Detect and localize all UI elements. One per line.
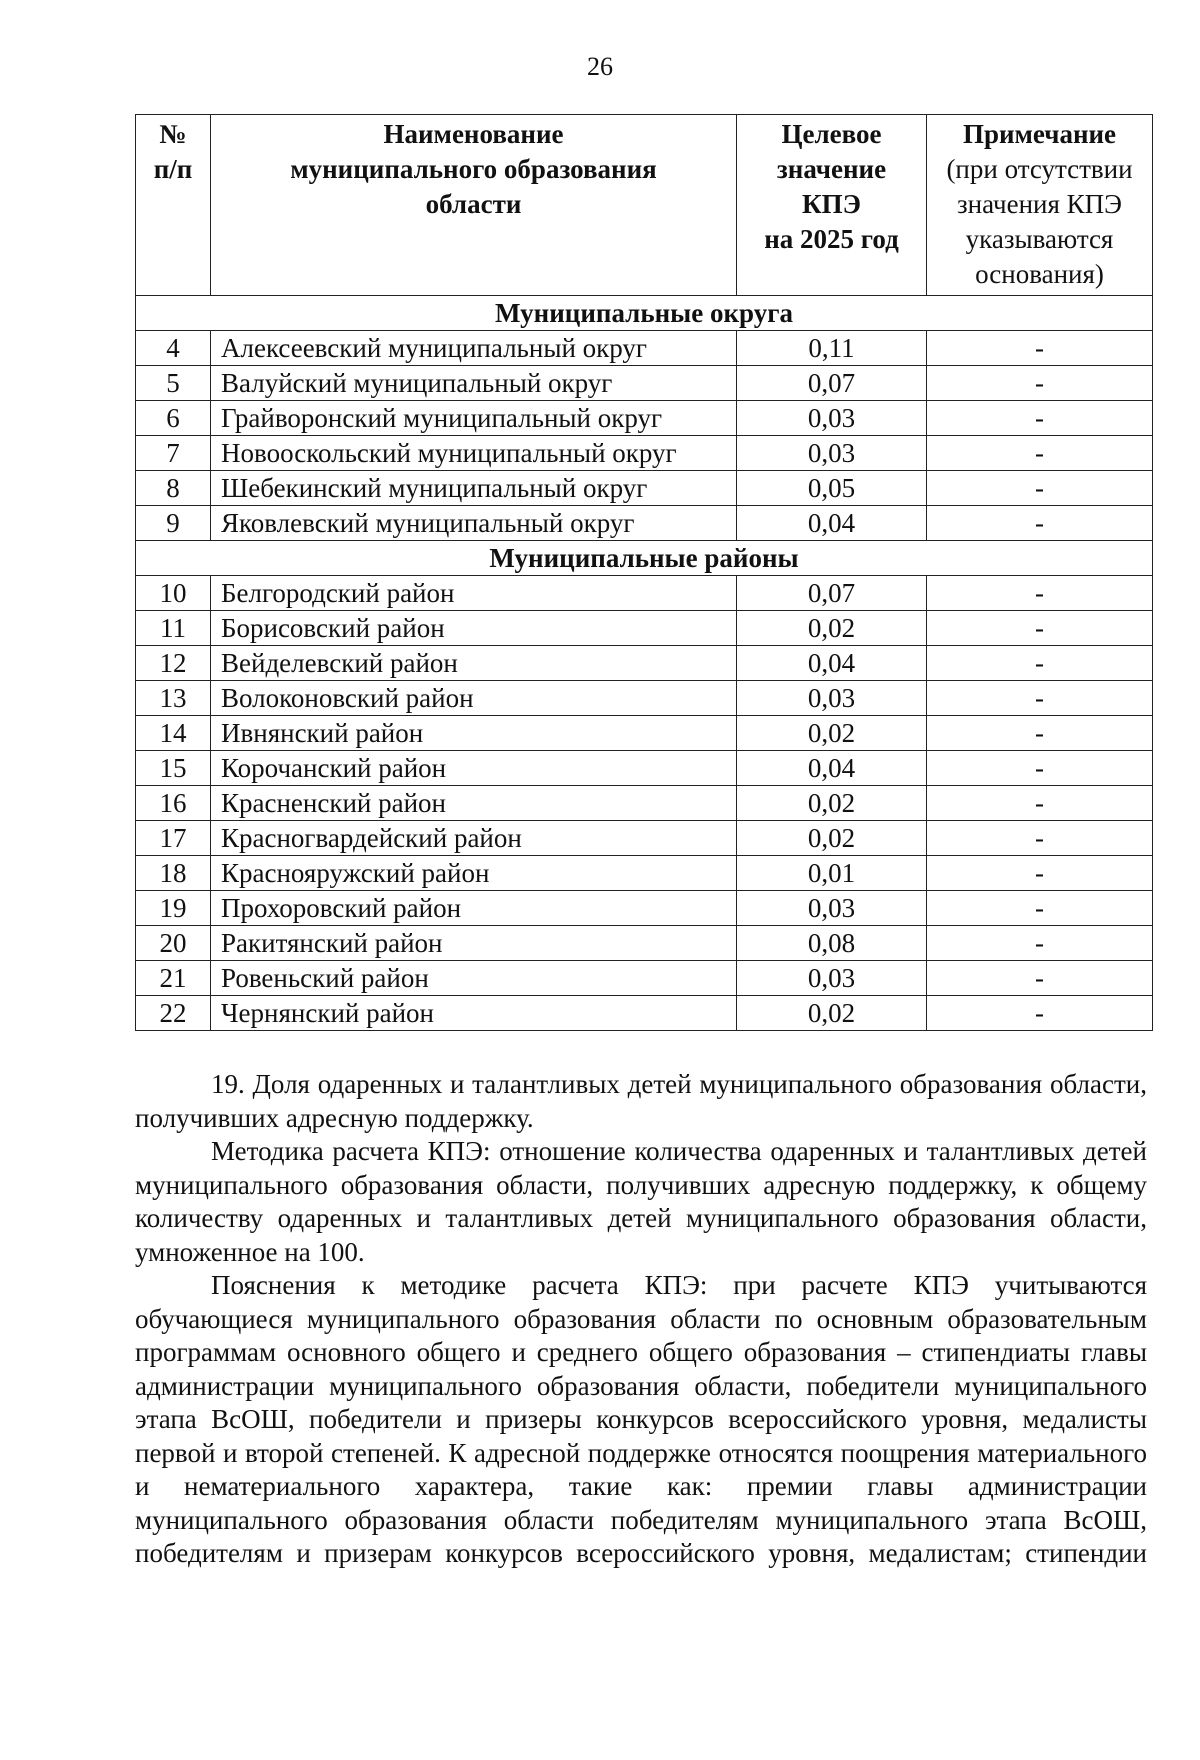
row-number: 8 (136, 471, 211, 506)
row-kpe-value: 0,02 (737, 821, 927, 856)
row-municipality-name: Краснояружский район (211, 856, 737, 891)
row-note: - (927, 681, 1153, 716)
row-note: - (927, 366, 1153, 401)
header-note-line: основания) (975, 259, 1104, 289)
table-row (136, 751, 1153, 786)
row-note: - (927, 926, 1153, 961)
row-municipality-name: Ракитянский район (211, 926, 737, 961)
row-municipality-name: Новооскольский муниципальный округ (211, 436, 737, 471)
table-row (136, 786, 1153, 821)
header-note-line: значения КПЭ (957, 189, 1122, 219)
paragraph-kpe-19-title: 19. Доля одаренных и талантливых детей муниципального образования области, получивших адресную поддержку. (135, 1069, 1147, 1133)
paragraph-kpe-explanation: Пояснения к методике расчета КПЭ: при расчете КПЭ учитываются обучающиеся муниципального образования области по основным образовательным программам основного общего и среднего общего образования – стипендиаты главы администрации муниципального образования области, победители муниципального этапа ВсОШ, победители и призеры конкурсов всероссийского уровня, медалисты первой и второй степеней. К адресной поддержке относятся поощрения материального и нематериального характера, такие как: премии главы администрации муниципального образования области победителям муниципального этапа ВсОШ, победителям и призерам конкурсов всероссийского уровня, медалистам; стипендии (135, 1270, 1147, 1568)
page-number: 26 (587, 52, 613, 81)
row-number: 16 (136, 786, 211, 821)
row-municipality-name: Борисовский район (211, 611, 737, 646)
header-num-line: № (159, 119, 187, 149)
row-note: - (927, 786, 1153, 821)
row-municipality-name: Грайворонский муниципальный округ (211, 401, 737, 436)
paragraph-kpe-methodology: Методика расчета КПЭ: отношение количества одаренных и талантливых детей муниципального образования области, получивших адресную поддержку, к общему количеству одаренных и талантливых детей муниципального образования области, умноженное на 100. (135, 1136, 1147, 1267)
row-municipality-name: Белгородский район (211, 576, 737, 611)
row-note: - (927, 401, 1153, 436)
row-kpe-value: 0,04 (737, 751, 927, 786)
row-municipality-name: Яковлевский муниципальный округ (211, 506, 737, 541)
table-row (136, 506, 1153, 541)
row-kpe-value: 0,02 (737, 996, 927, 1031)
row-kpe-value: 0,07 (737, 366, 927, 401)
row-municipality-name: Корочанский район (211, 751, 737, 786)
header-name-line: области (425, 189, 522, 219)
header-name-line: Наименование (383, 119, 564, 149)
table-row (136, 401, 1153, 436)
row-note: - (927, 891, 1153, 926)
header-value-line: на 2025 год (764, 224, 899, 254)
row-kpe-value: 0,03 (737, 961, 927, 996)
header-value-line: КПЭ (802, 189, 861, 219)
row-kpe-value: 0,01 (737, 856, 927, 891)
table-row (136, 856, 1153, 891)
row-municipality-name: Валуйский муниципальный округ (211, 366, 737, 401)
section-row (136, 296, 1153, 331)
row-note: - (927, 576, 1153, 611)
header-note-line: (при отсутствии (946, 154, 1133, 184)
kpe-table (135, 114, 1153, 1031)
row-kpe-value: 0,03 (737, 401, 927, 436)
header-note (927, 115, 1153, 296)
header-num (136, 115, 211, 296)
row-note: - (927, 471, 1153, 506)
row-kpe-value: 0,02 (737, 716, 927, 751)
row-note: - (927, 856, 1153, 891)
row-note: - (927, 611, 1153, 646)
row-kpe-value: 0,02 (737, 611, 927, 646)
table-row (136, 436, 1153, 471)
table-row (136, 891, 1153, 926)
row-number: 6 (136, 401, 211, 436)
row-number: 4 (136, 331, 211, 366)
row-number: 9 (136, 506, 211, 541)
row-note: - (927, 821, 1153, 856)
row-number: 20 (136, 926, 211, 961)
row-kpe-value: 0,03 (737, 436, 927, 471)
header-name-line: муниципального образования (290, 154, 657, 184)
row-municipality-name: Шебекинский муниципальный округ (211, 471, 737, 506)
header-note-line: указываются (965, 224, 1114, 254)
row-kpe-value: 0,03 (737, 891, 927, 926)
row-kpe-value: 0,04 (737, 506, 927, 541)
row-municipality-name: Вейделевский район (211, 646, 737, 681)
row-note: - (927, 751, 1153, 786)
table-row (136, 646, 1153, 681)
row-kpe-value: 0,05 (737, 471, 927, 506)
row-municipality-name: Ровеньский район (211, 961, 737, 996)
section-row (136, 541, 1153, 576)
table-row (136, 716, 1153, 751)
row-kpe-value: 0,04 (737, 646, 927, 681)
table-row (136, 576, 1153, 611)
row-note: - (927, 436, 1153, 471)
header-value-line: значение (776, 154, 887, 184)
row-number: 10 (136, 576, 211, 611)
row-number: 7 (136, 436, 211, 471)
row-note: - (927, 716, 1153, 751)
row-note: - (927, 646, 1153, 681)
table-row (136, 926, 1153, 961)
table-row (136, 681, 1153, 716)
header-value-line: Целевое (781, 119, 882, 149)
row-kpe-value: 0,03 (737, 681, 927, 716)
row-number: 11 (136, 611, 211, 646)
row-municipality-name: Ивнянский район (211, 716, 737, 751)
row-number: 21 (136, 961, 211, 996)
header-note-title: Примечание (962, 119, 1117, 149)
table-header-row (136, 115, 1153, 296)
header-num-line: п/п (153, 154, 193, 184)
row-number: 17 (136, 821, 211, 856)
row-note: - (927, 331, 1153, 366)
row-number: 18 (136, 856, 211, 891)
row-number: 15 (136, 751, 211, 786)
row-municipality-name: Красненский район (211, 786, 737, 821)
row-number: 19 (136, 891, 211, 926)
row-municipality-name: Чернянский район (211, 996, 737, 1031)
table-row (136, 331, 1153, 366)
header-value (737, 115, 927, 296)
row-kpe-value: 0,07 (737, 576, 927, 611)
row-number: 22 (136, 996, 211, 1031)
row-note: - (927, 506, 1153, 541)
row-kpe-value: 0,08 (737, 926, 927, 961)
row-kpe-value: 0,02 (737, 786, 927, 821)
table-row (136, 996, 1153, 1031)
section-title: Муниципальные районы (136, 541, 1153, 576)
row-number: 5 (136, 366, 211, 401)
section-title: Муниципальные округа (136, 296, 1153, 331)
row-municipality-name: Прохоровский район (211, 891, 737, 926)
row-municipality-name: Красногвардейский район (211, 821, 737, 856)
body-text (135, 1068, 1147, 1571)
row-municipality-name: Алексеевский муниципальный округ (211, 331, 737, 366)
row-kpe-value: 0,11 (737, 331, 927, 366)
table-row (136, 471, 1153, 506)
header-name (211, 115, 737, 296)
table-body (136, 296, 1153, 1031)
row-note: - (927, 961, 1153, 996)
row-municipality-name: Волоконовский район (211, 681, 737, 716)
table-row (136, 821, 1153, 856)
table-row (136, 366, 1153, 401)
row-note: - (927, 996, 1153, 1031)
row-number: 14 (136, 716, 211, 751)
table-row (136, 961, 1153, 996)
row-number: 13 (136, 681, 211, 716)
row-number: 12 (136, 646, 211, 681)
table-row (136, 611, 1153, 646)
